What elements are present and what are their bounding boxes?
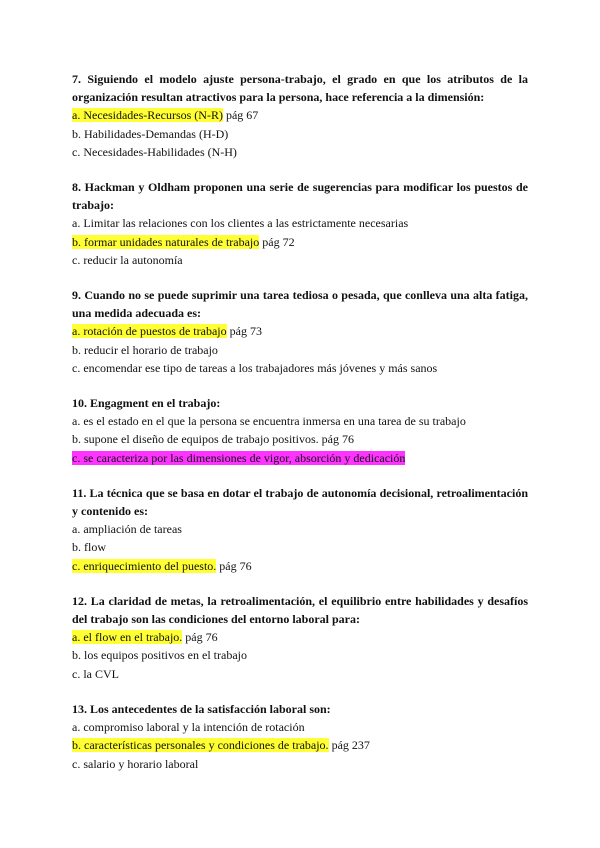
option-b <box>72 430 528 448</box>
option-b <box>72 233 528 251</box>
option-a <box>72 106 528 124</box>
page-ref: pág 76 <box>216 558 252 573</box>
question-11 <box>72 484 528 575</box>
question-title: 13. Los antecedentes de la satisfacción laboral son: <box>72 701 331 716</box>
option-c <box>72 449 528 467</box>
option-c <box>72 665 528 683</box>
option-a <box>72 322 528 340</box>
option-text: c. reducir la autonomía <box>72 252 183 267</box>
page-ref: pág 73 <box>226 324 262 339</box>
document-page <box>72 70 528 790</box>
question-12 <box>72 592 528 683</box>
option-a <box>72 214 528 232</box>
question-10 <box>72 394 528 467</box>
page-ref: pág 237 <box>328 738 370 753</box>
page-ref: pág 72 <box>259 234 295 249</box>
question-title: 10. Engagment en el trabajo: <box>72 396 221 411</box>
question-9 <box>72 286 528 377</box>
option-text: b. características personales y condiciones de trabajo. <box>72 738 329 753</box>
option-text: a. es el estado en el que la persona se encuentra inmersa en una tarea de su trabajo <box>72 414 466 429</box>
option-text: a. Necesidades-Recursos (N-R) <box>72 108 223 123</box>
option-text: a. ampliación de tareas <box>72 522 182 537</box>
option-c <box>72 251 528 269</box>
question-title: 7. Siguiendo el modelo ajuste persona-trabajo, el grado en que los atributos de la organización resultan atractivos para la persona, hace referencia a la dimensión: <box>72 72 528 105</box>
option-text: b. Habilidades-Demandas (H-D) <box>72 126 229 141</box>
option-text: c. encomendar ese tipo de tareas a los trabajadores más jóvenes y más sanos <box>72 360 438 375</box>
option-text: a. compromiso laboral y la intención de rotación <box>72 720 305 735</box>
question-title: 8. Hackman y Oldham proponen una serie de sugerencias para modificar los puestos de trabajo: <box>72 180 528 213</box>
option-b <box>72 646 528 664</box>
option-text: b. flow <box>72 540 106 555</box>
option-text: c. la CVL <box>72 666 119 681</box>
page-ref: pág 76 <box>182 630 218 645</box>
option-text: c. Necesidades-Habilidades (N-H) <box>72 144 237 159</box>
question-7 <box>72 70 528 161</box>
option-text: b. supone el diseño de equipos de trabajo positivos. pág 76 <box>72 432 354 447</box>
option-text: c. se caracteriza por las dimensiones de vigor, absorción y dedicación <box>72 450 406 465</box>
option-a <box>72 718 528 736</box>
option-b <box>72 736 528 754</box>
option-c <box>72 557 528 575</box>
question-13 <box>72 700 528 773</box>
option-a <box>72 412 528 430</box>
option-c <box>72 359 528 377</box>
option-text: b. los equipos positivos en el trabajo <box>72 648 247 663</box>
option-text: b. reducir el horario de trabajo <box>72 342 218 357</box>
option-c <box>72 755 528 773</box>
option-b <box>72 538 528 556</box>
option-text: a. el flow en el trabajo. <box>72 630 183 645</box>
option-text: a. Limitar las relaciones con los clientes a las estrictamente necesarias <box>72 216 409 231</box>
option-b <box>72 341 528 359</box>
question-title: 12. La claridad de metas, la retroalimentación, el equilibrio entre habilidades y desafíos del trabajo son las condiciones del entorno laboral para: <box>72 593 528 627</box>
page-ref: pág 67 <box>222 108 259 123</box>
option-text: c. enriquecimiento del puesto. <box>72 558 217 573</box>
option-text: a. rotación de puestos de trabajo <box>72 324 227 339</box>
question-title: 11. La técnica que se basa en dotar el trabajo de autonomía decisional, retroalimentación y contenido es: <box>72 485 528 519</box>
option-c <box>72 143 528 161</box>
question-title: 9. Cuando no se puede suprimir una tarea tediosa o pesada, que conlleva una alta fatiga, una medida adecuada es: <box>72 288 528 321</box>
option-text: b. formar unidades naturales de trabajo <box>72 234 260 249</box>
option-a <box>72 628 528 646</box>
option-b <box>72 125 528 143</box>
option-text: c. salario y horario laboral <box>72 756 199 771</box>
option-a <box>72 520 528 538</box>
question-8 <box>72 178 528 269</box>
